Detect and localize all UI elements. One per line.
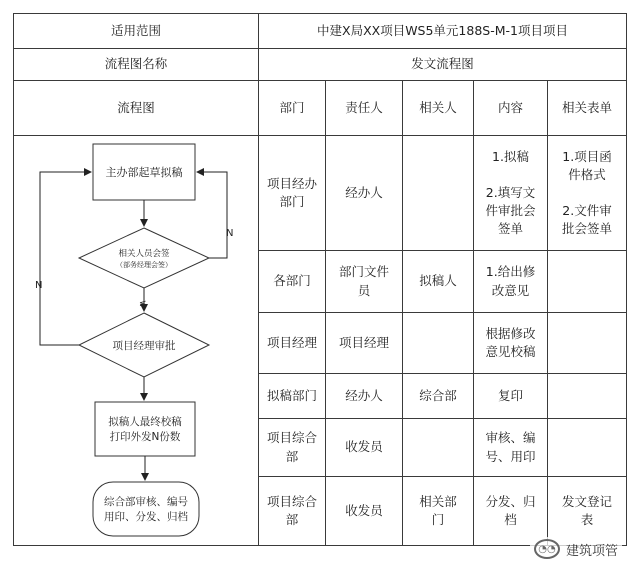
- flow-end-archive-line2: 用印、分发、归档: [104, 511, 188, 523]
- scope-value: 中建X局XX项目WS5单元188S-M-1项目项目: [317, 22, 568, 38]
- row5-content: 审核、编号、用印: [485, 430, 536, 464]
- row3-responsible: 项目经理: [338, 334, 389, 350]
- flow-step-final-proof-line1: 拟稿人最终校稿: [108, 416, 182, 428]
- row5-responsible: 收发员: [345, 439, 383, 455]
- wechat-icon: ◔◔: [534, 539, 560, 559]
- row5-department: 项目综合部: [267, 430, 318, 464]
- row5-forms: [548, 419, 626, 476]
- row6-department: 项目综合部: [267, 493, 318, 527]
- flow-step-draft-label: 主办部起草拟稿: [105, 166, 183, 179]
- flow-end-archive: [93, 482, 199, 536]
- col-header-flowchart: 流程图: [117, 99, 155, 115]
- row6-forms: 发文登记表: [562, 493, 613, 527]
- row2-responsible: 部门文件员: [338, 264, 389, 298]
- watermark-text: 建筑项管: [565, 543, 618, 559]
- row6-responsible: 收发员: [345, 502, 383, 518]
- row4-department: 拟稿部门: [267, 387, 318, 403]
- row4-responsible: 经办人: [345, 387, 383, 403]
- row3-related: [403, 313, 473, 373]
- row3-content: 根据修改意见校稿: [485, 325, 536, 359]
- flowchart-name-value: 发文流程图: [411, 56, 474, 72]
- watermark: [530, 537, 622, 561]
- flow-decision-countersign-line1: 相关人员会签: [118, 249, 170, 259]
- row3-forms: [548, 313, 626, 373]
- row3-department: 项目经理: [267, 334, 318, 350]
- col-header-department: 部门: [279, 99, 305, 115]
- col-header-related: 相关人: [419, 99, 457, 115]
- row2-forms: [548, 251, 626, 312]
- row1-responsible: 经办人: [345, 184, 383, 200]
- flow-step-final-proof-line2: 打印外发N份数: [109, 431, 181, 443]
- row6-related: 相关部门: [419, 493, 457, 527]
- row2-department: 各部门: [273, 273, 311, 289]
- row6-content: 分发、归档: [485, 493, 536, 527]
- row4-related: 综合部: [419, 387, 457, 403]
- row1-related: [403, 136, 473, 250]
- flow-end-archive-line1: 综合部审核、编号: [104, 496, 188, 508]
- row4-content: 复印: [497, 387, 523, 403]
- col-header-content: 内容: [497, 99, 523, 115]
- row2-related: 拟稿人: [419, 273, 457, 289]
- flowchart-diagram: [13, 136, 258, 546]
- row1-forms: 1.项目函件格式 2.文件审批会签单: [561, 148, 612, 237]
- row1-content: 1.拟稿 2.填写文件审批会签单: [485, 148, 536, 237]
- flow-decision-pm-approval-label: 项目经理审批: [112, 340, 176, 352]
- col-header-forms: 相关表单: [562, 99, 613, 115]
- row4-forms: [548, 374, 626, 418]
- row2-content: 1.给出修改意见: [485, 264, 536, 298]
- flow-arrow-mark: ≤: [139, 299, 147, 309]
- scope-label: 适用范围: [110, 22, 161, 38]
- col-header-responsible: 责任人: [345, 99, 383, 115]
- flow-label-n-left: N: [35, 280, 43, 291]
- flowchart-name-label: 流程图名称: [104, 56, 168, 72]
- row5-related: [403, 419, 473, 476]
- flow-decision-countersign-line2: （部务经理会签）: [116, 261, 172, 269]
- flow-step-final-proof: [95, 402, 195, 456]
- row1-department: 项目经办部门: [266, 175, 317, 209]
- flow-loop-right: [197, 172, 227, 258]
- flow-label-n-right: N: [226, 228, 234, 239]
